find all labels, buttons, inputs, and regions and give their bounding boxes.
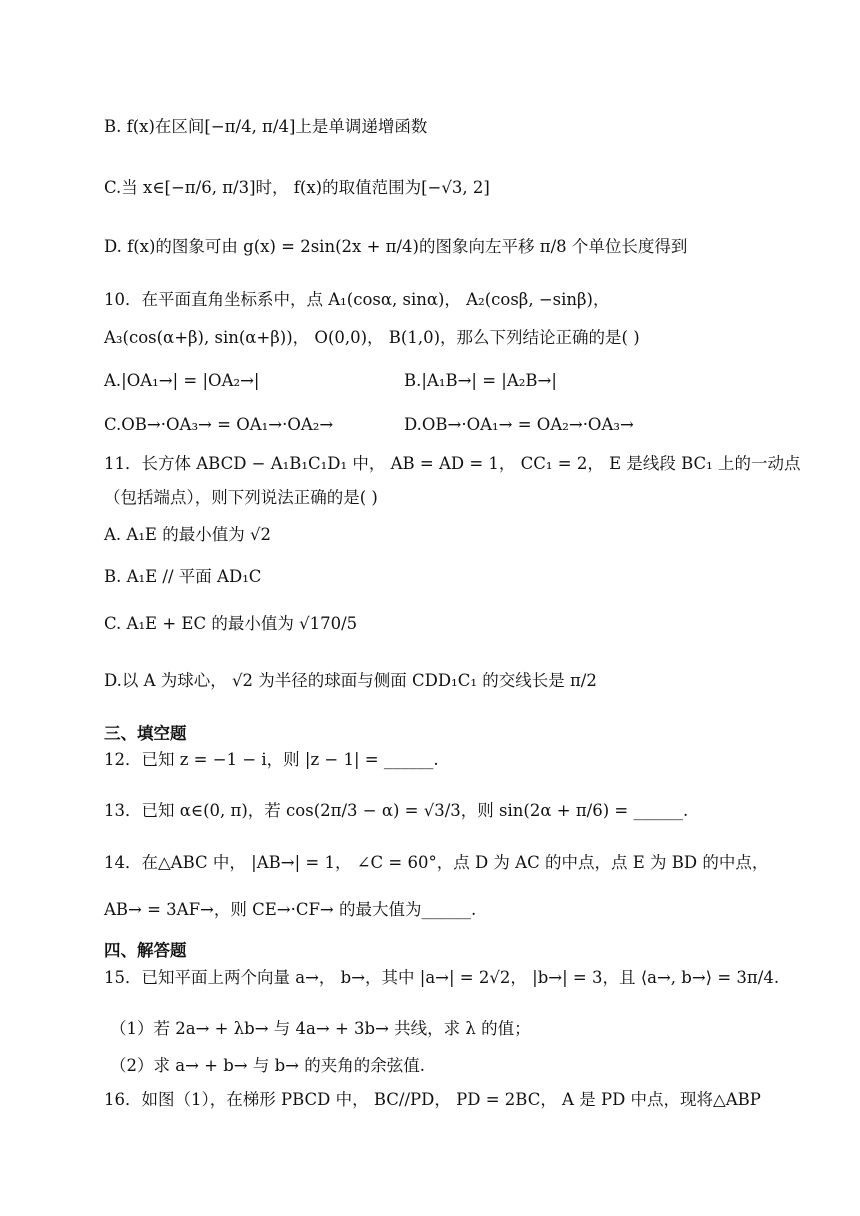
q11-option-c: C. A₁E + EC 的最小值为 √170/5 bbox=[104, 614, 358, 633]
q15-stem: 15．已知平面上两个向量 a→， b→，其中 |a→| = 2√2， |b→| = 3，且 ⟨a→, b→⟩ = 3π/4. bbox=[104, 968, 780, 987]
section-title-fill-in: 三、填空题 bbox=[104, 724, 187, 743]
q10-option-b: B.|A₁B→| = |A₂B→| bbox=[404, 371, 557, 390]
q9-option-b: B. f(x)在区间[−π/4, π/4]上是单调递增函数 bbox=[104, 117, 428, 136]
q11-option-a: A. A₁E 的最小值为 √2 bbox=[104, 525, 271, 544]
q10-option-d: D.OB→·OA₁→ = OA₂→·OA₃→ bbox=[404, 415, 634, 434]
q13: 13．已知 α∈(0, π)，若 cos(2π/3 − α) = √3/3，则 sin(2α + π/6) = ______. bbox=[104, 801, 689, 820]
q9-option-c: C.当 x∈[−π/6, π/3]时， f(x)的取值范围为[−√3, 2] bbox=[104, 178, 490, 197]
q10-option-c: C.OB→·OA₃→ = OA₁→·OA₂→ bbox=[104, 415, 334, 434]
q15-part1: （1）若 2a→ + λb→ 与 4a→ + 3b→ 共线，求 λ 的值； bbox=[110, 1019, 531, 1038]
q14-line1: 14．在△ABC 中， |AB→| = 1， ∠C = 60°，点 D 为 AC 的中点，点 E 为 BD 的中点， bbox=[104, 853, 769, 872]
q9-option-d: D. f(x)的图象可由 g(x) = 2sin(2x + π/4)的图象向左平移 π/8 个单位长度得到 bbox=[104, 237, 688, 256]
q14-line2: AB→ = 3AF→，则 CE→·CF→ 的最大值为______. bbox=[104, 900, 477, 919]
q11-option-d: D.以 A 为球心， √2 为半径的球面与侧面 CDD₁C₁ 的交线长是 π/2 bbox=[104, 671, 597, 690]
q15-part2: （2）求 a→ + b→ 与 b→ 的夹角的余弦值. bbox=[110, 1056, 425, 1075]
q11-stem-line2: （包括端点），则下列说法正确的是( ) bbox=[104, 488, 378, 507]
q11-stem-line1: 11．长方体 ABCD − A₁B₁C₁D₁ 中， AB = AD = 1， CC₁ = 2， E 是线段 BC₁ 上的一动点 bbox=[104, 454, 801, 473]
q16-stem: 16．如图（1），在梯形 PBCD 中， BC//PD， PD = 2BC， A 是 PD 中点，现将△ABP bbox=[104, 1090, 761, 1109]
q10-option-a: A.|OA₁→| = |OA₂→| bbox=[104, 371, 260, 390]
section-title-solutions: 四、解答题 bbox=[104, 941, 187, 960]
q12: 12．已知 z = −1 − i，则 |z − 1| = ______. bbox=[104, 750, 439, 769]
q10-stem-line2: A₃(cos(α+β), sin(α+β))， O(0,0)， B(1,0)，那么下列结论正确的是( ) bbox=[104, 328, 640, 347]
q10-stem-line1: 10．在平面直角坐标系中，点 A₁(cosα, sinα)， A₂(cosβ, −sinβ)， bbox=[104, 290, 610, 309]
q11-option-b: B. A₁E // 平面 AD₁C bbox=[104, 567, 262, 586]
